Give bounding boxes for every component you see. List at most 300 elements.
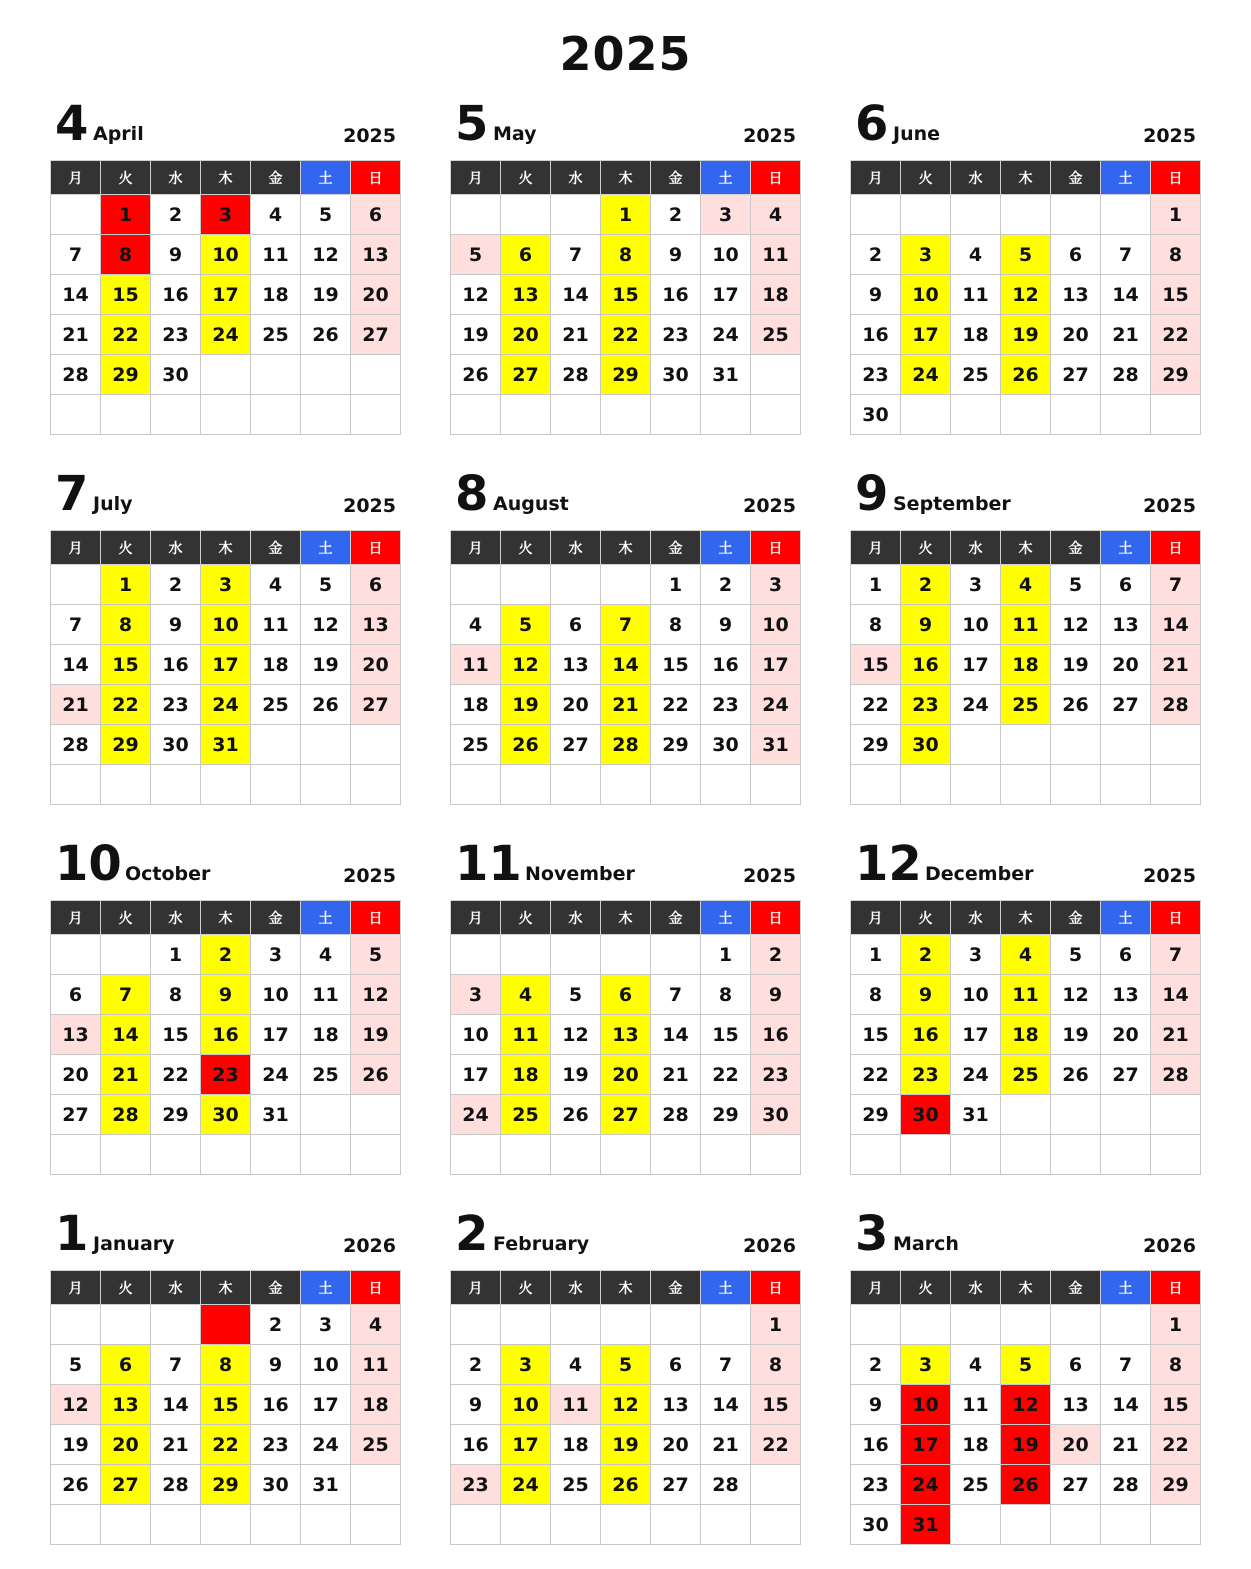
day-cell — [901, 765, 951, 805]
day-cell: 17 — [201, 645, 251, 685]
day-cell: 21 — [1101, 315, 1151, 355]
day-cell: 17 — [501, 1425, 551, 1465]
month-table — [50, 1270, 401, 1545]
week-row — [851, 395, 1201, 435]
weekday-label: 金 — [651, 161, 701, 195]
day-cell — [201, 1305, 251, 1345]
day-cell: 9 — [851, 275, 901, 315]
day-cell — [1001, 195, 1051, 235]
day-cell: 13 — [51, 1015, 101, 1055]
day-cell — [551, 195, 601, 235]
day-cell: 12 — [301, 235, 351, 275]
day-cell — [551, 1305, 601, 1345]
month-header — [450, 836, 800, 900]
day-cell: 8 — [651, 605, 701, 645]
week-row — [451, 685, 801, 725]
day-cell — [301, 725, 351, 765]
day-cell: 26 — [501, 725, 551, 765]
weekday-label: 金 — [1051, 161, 1101, 195]
day-cell — [51, 565, 101, 605]
day-cell: 11 — [951, 275, 1001, 315]
day-cell: 4 — [751, 195, 801, 235]
day-cell — [301, 1095, 351, 1135]
day-cell: 10 — [951, 975, 1001, 1015]
day-cell — [501, 935, 551, 975]
week-row — [451, 1425, 801, 1465]
day-cell — [851, 1135, 901, 1175]
weekday-label: 土 — [301, 531, 351, 565]
day-cell: 9 — [251, 1345, 301, 1385]
day-cell: 18 — [1001, 645, 1051, 685]
day-cell — [701, 765, 751, 805]
day-cell: 28 — [1101, 1465, 1151, 1505]
weekday-label: 金 — [1051, 1271, 1101, 1305]
day-cell: 17 — [701, 275, 751, 315]
day-cell: 24 — [701, 315, 751, 355]
day-cell: 14 — [1151, 975, 1201, 1015]
month-name: September — [893, 493, 1011, 515]
day-cell: 15 — [1151, 275, 1201, 315]
day-cell: 24 — [751, 685, 801, 725]
day-cell: 9 — [451, 1385, 501, 1425]
day-cell: 24 — [451, 1095, 501, 1135]
day-cell: 19 — [301, 275, 351, 315]
day-cell: 31 — [701, 355, 751, 395]
day-cell — [601, 395, 651, 435]
day-cell: 28 — [551, 355, 601, 395]
day-cell — [851, 195, 901, 235]
day-cell: 31 — [201, 725, 251, 765]
month-year: 2025 — [1143, 495, 1196, 517]
day-cell: 19 — [1001, 1425, 1051, 1465]
day-cell: 8 — [201, 1345, 251, 1385]
weekday-label: 土 — [701, 161, 751, 195]
day-cell: 18 — [451, 685, 501, 725]
weekday-label: 火 — [901, 1271, 951, 1305]
day-cell: 17 — [451, 1055, 501, 1095]
day-cell: 7 — [551, 235, 601, 275]
day-cell: 7 — [1101, 1345, 1151, 1385]
day-cell: 4 — [451, 605, 501, 645]
weekday-header-row — [451, 1271, 801, 1305]
day-cell: 27 — [1051, 355, 1101, 395]
month-header — [850, 1206, 1200, 1270]
day-cell: 1 — [651, 565, 701, 605]
day-cell — [1001, 1095, 1051, 1135]
day-cell — [1051, 725, 1101, 765]
day-cell: 2 — [251, 1305, 301, 1345]
day-cell: 14 — [1151, 605, 1201, 645]
day-cell: 16 — [901, 645, 951, 685]
day-cell: 29 — [1151, 1465, 1201, 1505]
day-cell: 1 — [751, 1305, 801, 1345]
week-row — [451, 645, 801, 685]
week-row — [451, 1305, 801, 1345]
day-cell: 12 — [601, 1385, 651, 1425]
day-cell: 14 — [151, 1385, 201, 1425]
weekday-label: 月 — [51, 531, 101, 565]
day-cell — [1151, 1505, 1201, 1545]
day-cell: 21 — [51, 685, 101, 725]
day-cell: 13 — [551, 645, 601, 685]
day-cell: 10 — [501, 1385, 551, 1425]
day-cell: 30 — [701, 725, 751, 765]
month-name: March — [893, 1233, 959, 1255]
day-cell — [751, 355, 801, 395]
day-cell — [901, 195, 951, 235]
day-cell — [751, 1465, 801, 1505]
day-cell: 24 — [901, 1465, 951, 1505]
day-cell — [451, 565, 501, 605]
day-cell — [501, 195, 551, 235]
week-row — [51, 645, 401, 685]
day-cell — [951, 1305, 1001, 1345]
day-cell — [101, 395, 151, 435]
day-cell — [1001, 765, 1051, 805]
day-cell: 2 — [701, 565, 751, 605]
week-row — [851, 605, 1201, 645]
week-row — [851, 645, 1201, 685]
weekday-label: 土 — [301, 161, 351, 195]
weekday-label: 水 — [551, 901, 601, 935]
day-cell — [1101, 725, 1151, 765]
weekday-label: 金 — [251, 901, 301, 935]
day-cell: 28 — [651, 1095, 701, 1135]
weekday-label: 水 — [151, 901, 201, 935]
day-cell — [251, 1135, 301, 1175]
month-block — [50, 96, 400, 435]
day-cell: 20 — [651, 1425, 701, 1465]
day-cell: 27 — [351, 315, 401, 355]
day-cell — [451, 1505, 501, 1545]
day-cell: 21 — [1151, 1015, 1201, 1055]
day-cell: 13 — [351, 605, 401, 645]
day-cell: 13 — [651, 1385, 701, 1425]
day-cell: 27 — [51, 1095, 101, 1135]
week-row — [451, 355, 801, 395]
day-cell: 30 — [201, 1095, 251, 1135]
day-cell: 17 — [901, 1425, 951, 1465]
day-cell: 20 — [351, 645, 401, 685]
month-year: 2025 — [343, 125, 396, 147]
day-cell: 24 — [501, 1465, 551, 1505]
month-header — [450, 466, 800, 530]
day-cell: 17 — [951, 645, 1001, 685]
day-cell — [1051, 195, 1101, 235]
day-cell: 8 — [751, 1345, 801, 1385]
day-cell — [1051, 1135, 1101, 1175]
day-cell: 27 — [351, 685, 401, 725]
day-cell: 24 — [951, 1055, 1001, 1095]
month-number: 6 — [855, 96, 889, 152]
month-year: 2025 — [743, 495, 796, 517]
day-cell: 31 — [751, 725, 801, 765]
day-cell: 29 — [101, 355, 151, 395]
month-number: 7 — [55, 466, 89, 522]
weekday-label: 日 — [751, 1271, 801, 1305]
day-cell — [551, 935, 601, 975]
month-year: 2025 — [743, 125, 796, 147]
day-cell: 16 — [151, 275, 201, 315]
day-cell — [101, 765, 151, 805]
month-number: 1 — [55, 1206, 89, 1262]
week-row — [51, 1015, 401, 1055]
day-cell — [601, 565, 651, 605]
day-cell: 2 — [901, 565, 951, 605]
day-cell — [701, 395, 751, 435]
month-year: 2025 — [743, 865, 796, 887]
day-cell: 20 — [101, 1425, 151, 1465]
day-cell — [1151, 395, 1201, 435]
day-cell: 15 — [851, 1015, 901, 1055]
month-year: 2025 — [343, 495, 396, 517]
day-cell: 9 — [151, 605, 201, 645]
day-cell: 5 — [301, 565, 351, 605]
day-cell: 19 — [351, 1015, 401, 1055]
day-cell: 16 — [751, 1015, 801, 1055]
day-cell: 22 — [851, 1055, 901, 1095]
day-cell: 22 — [151, 1055, 201, 1095]
day-cell: 26 — [301, 315, 351, 355]
day-cell: 6 — [51, 975, 101, 1015]
week-row — [851, 1095, 1201, 1135]
weekday-header-row — [851, 901, 1201, 935]
day-cell: 30 — [251, 1465, 301, 1505]
day-cell: 12 — [351, 975, 401, 1015]
day-cell: 10 — [951, 605, 1001, 645]
weekday-label: 土 — [1101, 161, 1151, 195]
day-cell: 10 — [451, 1015, 501, 1055]
weekday-label: 木 — [1001, 1271, 1051, 1305]
day-cell: 18 — [551, 1425, 601, 1465]
week-row — [851, 1385, 1201, 1425]
weekday-label: 火 — [501, 161, 551, 195]
day-cell: 5 — [501, 605, 551, 645]
day-cell: 22 — [201, 1425, 251, 1465]
day-cell: 9 — [701, 605, 751, 645]
day-cell: 18 — [951, 1425, 1001, 1465]
day-cell: 12 — [501, 645, 551, 685]
weekday-label: 水 — [551, 531, 601, 565]
weekday-label: 月 — [451, 161, 501, 195]
day-cell: 9 — [151, 235, 201, 275]
weekday-label: 木 — [1001, 161, 1051, 195]
month-table — [450, 900, 801, 1175]
day-cell: 4 — [1001, 935, 1051, 975]
week-row — [851, 1015, 1201, 1055]
day-cell: 28 — [51, 725, 101, 765]
day-cell: 11 — [951, 1385, 1001, 1425]
day-cell: 12 — [301, 605, 351, 645]
day-cell: 2 — [151, 565, 201, 605]
day-cell: 16 — [251, 1385, 301, 1425]
page-title: 2025 — [559, 27, 692, 81]
weekday-header-row — [451, 531, 801, 565]
day-cell: 31 — [901, 1505, 951, 1545]
day-cell — [151, 1305, 201, 1345]
day-cell: 5 — [1001, 235, 1051, 275]
month-header — [450, 1206, 800, 1270]
weekday-label: 火 — [501, 1271, 551, 1305]
weekday-label: 土 — [301, 901, 351, 935]
day-cell — [1001, 1135, 1051, 1175]
weekday-label: 月 — [451, 531, 501, 565]
day-cell: 9 — [201, 975, 251, 1015]
week-row — [451, 1015, 801, 1055]
day-cell: 20 — [1101, 645, 1151, 685]
day-cell: 4 — [551, 1345, 601, 1385]
day-cell — [201, 765, 251, 805]
day-cell: 7 — [1151, 565, 1201, 605]
day-cell: 29 — [851, 1095, 901, 1135]
day-cell: 30 — [651, 355, 701, 395]
day-cell: 30 — [851, 1505, 901, 1545]
weekday-label: 土 — [701, 1271, 751, 1305]
day-cell: 28 — [701, 1465, 751, 1505]
day-cell: 15 — [101, 275, 151, 315]
day-cell: 6 — [1051, 235, 1101, 275]
day-cell — [1101, 1505, 1151, 1545]
day-cell — [351, 395, 401, 435]
day-cell: 10 — [901, 275, 951, 315]
day-cell: 3 — [451, 975, 501, 1015]
day-cell: 11 — [1001, 975, 1051, 1015]
day-cell: 6 — [651, 1345, 701, 1385]
day-cell: 23 — [701, 685, 751, 725]
week-row — [451, 395, 801, 435]
day-cell: 3 — [201, 565, 251, 605]
day-cell — [651, 765, 701, 805]
week-row — [851, 725, 1201, 765]
month-year: 2025 — [1143, 865, 1196, 887]
week-row — [851, 935, 1201, 975]
day-cell — [451, 935, 501, 975]
day-cell: 7 — [701, 1345, 751, 1385]
day-cell: 4 — [1001, 565, 1051, 605]
day-cell: 8 — [101, 235, 151, 275]
day-cell: 8 — [101, 605, 151, 645]
day-cell — [251, 1505, 301, 1545]
day-cell — [501, 765, 551, 805]
weekday-label: 木 — [601, 1271, 651, 1305]
day-cell: 22 — [751, 1425, 801, 1465]
day-cell: 7 — [101, 975, 151, 1015]
weekday-label: 月 — [851, 161, 901, 195]
day-cell: 7 — [51, 235, 101, 275]
day-cell: 11 — [251, 605, 301, 645]
day-cell: 23 — [751, 1055, 801, 1095]
day-cell: 4 — [351, 1305, 401, 1345]
weekday-label: 月 — [851, 531, 901, 565]
day-cell: 1 — [1151, 1305, 1201, 1345]
day-cell — [901, 1135, 951, 1175]
day-cell: 13 — [1101, 605, 1151, 645]
day-cell: 13 — [601, 1015, 651, 1055]
month-table — [450, 1270, 801, 1545]
day-cell: 3 — [201, 195, 251, 235]
day-cell: 3 — [901, 1345, 951, 1385]
day-cell: 13 — [1051, 1385, 1101, 1425]
day-cell — [301, 1505, 351, 1545]
day-cell: 10 — [251, 975, 301, 1015]
month-table — [450, 530, 801, 805]
day-cell: 6 — [601, 975, 651, 1015]
day-cell: 18 — [1001, 1015, 1051, 1055]
day-cell: 30 — [851, 395, 901, 435]
week-row — [851, 355, 1201, 395]
day-cell: 23 — [851, 355, 901, 395]
month-block — [850, 1206, 1200, 1545]
day-cell: 4 — [501, 975, 551, 1015]
day-cell: 3 — [251, 935, 301, 975]
weekday-label: 日 — [351, 531, 401, 565]
day-cell: 2 — [451, 1345, 501, 1385]
day-cell — [501, 395, 551, 435]
week-row — [851, 1505, 1201, 1545]
month-year: 2026 — [1143, 1235, 1196, 1257]
month-number: 9 — [855, 466, 889, 522]
day-cell — [1101, 765, 1151, 805]
day-cell — [51, 1305, 101, 1345]
day-cell — [1101, 1135, 1151, 1175]
day-cell: 26 — [1001, 1465, 1051, 1505]
day-cell — [201, 395, 251, 435]
day-cell: 24 — [201, 685, 251, 725]
month-name: May — [493, 123, 537, 145]
day-cell — [151, 395, 201, 435]
month-year: 2025 — [1143, 125, 1196, 147]
day-cell: 18 — [251, 645, 301, 685]
day-cell: 7 — [601, 605, 651, 645]
day-cell: 20 — [551, 685, 601, 725]
day-cell: 13 — [1051, 275, 1101, 315]
day-cell — [351, 725, 401, 765]
day-cell: 26 — [601, 1465, 651, 1505]
day-cell — [1051, 395, 1101, 435]
day-cell: 23 — [201, 1055, 251, 1095]
month-block — [850, 466, 1200, 805]
day-cell: 14 — [101, 1015, 151, 1055]
day-cell: 12 — [451, 275, 501, 315]
month-block — [50, 836, 400, 1175]
day-cell: 19 — [1051, 645, 1101, 685]
day-cell — [301, 1135, 351, 1175]
day-cell: 11 — [551, 1385, 601, 1425]
month-block — [450, 1206, 800, 1545]
day-cell: 29 — [101, 725, 151, 765]
week-row — [451, 195, 801, 235]
day-cell: 21 — [651, 1055, 701, 1095]
day-cell: 9 — [651, 235, 701, 275]
month-header — [850, 96, 1200, 160]
week-row — [51, 765, 401, 805]
day-cell: 7 — [1101, 235, 1151, 275]
day-cell: 16 — [901, 1015, 951, 1055]
day-cell: 1 — [601, 195, 651, 235]
day-cell — [651, 935, 701, 975]
weekday-label: 水 — [151, 161, 201, 195]
month-block — [450, 466, 800, 805]
day-cell — [451, 395, 501, 435]
day-cell: 8 — [851, 605, 901, 645]
weekday-label: 月 — [51, 1271, 101, 1305]
weekday-label: 水 — [951, 531, 1001, 565]
weekday-label: 木 — [1001, 531, 1051, 565]
week-row — [51, 1505, 401, 1545]
weekday-header-row — [51, 901, 401, 935]
day-cell: 27 — [501, 355, 551, 395]
weekday-label: 月 — [851, 901, 901, 935]
